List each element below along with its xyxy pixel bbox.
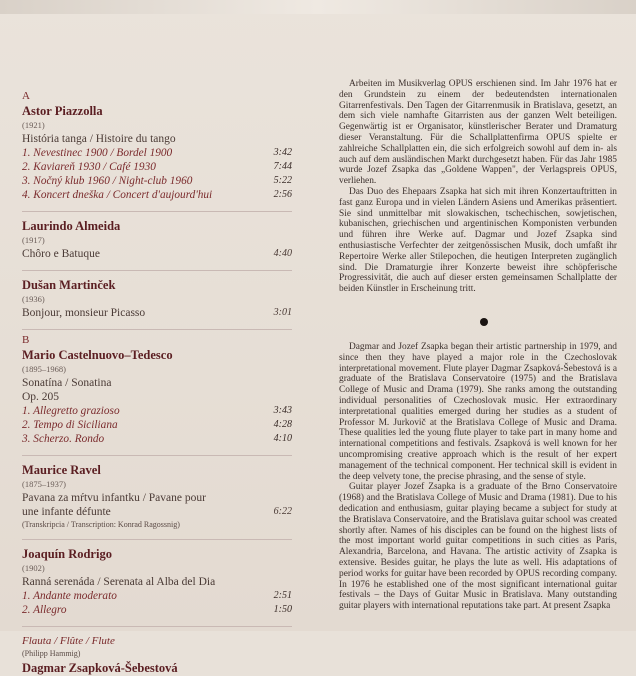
work-martincek: Bonjour, monsieur Picasso <box>22 307 146 319</box>
work-castelnuovo: Sonatína / Sonatina <box>22 377 112 389</box>
liner-notes-german <box>339 79 617 295</box>
movement-title: 4. Koncert dneška / Concert d'aujourd'hui <box>22 189 213 201</box>
movement-title: 1. Andante moderato <box>22 590 117 602</box>
composer-martincek: Dušan Martinček <box>22 278 116 292</box>
bullet-dot <box>480 318 488 326</box>
credit-note: (Philipp Hammig) <box>22 649 81 658</box>
years-martincek: (1936) <box>22 294 45 304</box>
years-piazzolla: (1921) <box>22 120 45 130</box>
paragraph: Das Duo des Ehepaars Zsapka hat sich mit ihren Konzertauftritten in fast ganz Europa und in vielen Ländern Asiens und Amerikas präsentiert. Sie sind unmittelbar mit slowakischen, tschechischen, sowjetischen, kubanischen, griechischen und argentinischen Komponisten verbunden und führen ihre Werke auf. Dagmar und Jozef Zsapka sind enthusiastische Verfechter der zeitgenössischen Musik, doch umfaßt ihr Repertoire Werke aller Stilepochen, die heutigen Interpreten zugänglich sind. Die Dramaturgie ihrer Konzerte beweist ihre schöpferische Progressivität, die auch auf dieser ersten gemeinsamen Schallplatte der beiden Künstler in Erscheinung tritt. <box>339 186 617 295</box>
movement <box>22 589 292 603</box>
years-rodrigo: (1902) <box>22 563 45 573</box>
movement-duration: 5:22 <box>273 175 292 186</box>
credit-instrument: Flauta / Flûte / Flute <box>22 635 115 647</box>
movement-title: 1. Nevestinec 1900 / Bordel 1900 <box>22 147 173 159</box>
composer-almeida: Laurindo Almeida <box>22 219 121 233</box>
divider <box>22 626 292 627</box>
movement-title: 1. Allegretto grazioso <box>22 405 120 417</box>
work-almeida: Chôro e Batuque <box>22 248 100 260</box>
divider <box>22 539 292 540</box>
movement <box>22 174 292 188</box>
paragraph: Arbeiten im Musikverlag OPUS erschienen sind. Im Jahr 1976 hat er den Grundstein zu einem der bedeutendsten internationalen Gitarrenfestivals. Den Tagen der Gitarrenmusik in Bratislava, gesetzt, an dem sich viele namhafte Gitarristen aus der ganzen Welt beteiligen. Gegenwärtig ist er Organisator, künstlerischer Berater und Dramaturg dieser Veranstaltung. Für die Schallplattenfirma OPUS spielte er zahlreiche Schallplatten ein, die sich erfolgreich sowohl auf dem in- als auch auf dem ausländischen Markt durchgesetzt haben. Für das Jahr 1985 wurde Jozef Zsapka das „Goldene Wappen", der Verlagspreis OPUS, verliehen. <box>339 79 617 187</box>
movement <box>22 188 292 202</box>
credit-performer: Dagmar Zsapková-Šebestová <box>22 661 178 675</box>
movement-duration: 1:50 <box>273 604 292 615</box>
work-ravel-line1: Pavana za mŕtvu infantku / Pavane pour <box>22 492 206 504</box>
composer-piazzolla: Astor Piazzolla <box>22 104 103 118</box>
movement-duration: 2:56 <box>273 189 292 200</box>
transcription-note: (Transkripcia / Transcription: Konrad Ragossnig) <box>22 520 180 529</box>
liner-notes-english <box>339 342 617 612</box>
divider <box>22 455 292 456</box>
movement-duration: 2:51 <box>273 590 292 601</box>
movement-title: 3. Scherzo. Rondo <box>22 433 105 445</box>
years-castelnuovo: (1895–1968) <box>22 364 66 374</box>
divider <box>22 329 292 330</box>
years-almeida: (1917) <box>22 235 45 245</box>
divider <box>22 270 292 271</box>
movement-duration: 7:44 <box>273 161 292 172</box>
work-duration: 6:22 <box>273 506 292 517</box>
work-row <box>22 247 292 261</box>
movement-duration: 3:43 <box>273 405 292 416</box>
movement <box>22 160 292 174</box>
paragraph: Guitar player Jozef Zsapka is a graduate of the Brno Conservatoire (1968) and the Bratislava College of Music and Drama (1981). Due to his dedication and enthusiasm, guitar playing became a subject for study at the Bratislava Conservatoire, and the Bratislava guitar school was created shortly after. Names of his disciples can be found on the highest lists of the most important world guitar competitions in such cities as Paris, Alexandria, Barcelona, and Havana. The artistic activity of Zsapka is extensive. Besides guitar, he plays the lute as well. His adaptations of period works for guitar have been recorded by OPUS recording company. In 1976 he established one of the most significant international guitar festivals – the Days of Guitar Music in Bratislava. Many outstanding guitar players with international reputations take part. At present Zsapka <box>339 482 617 612</box>
top-edge <box>0 0 636 14</box>
composer-rodrigo: Joaquín Rodrigo <box>22 547 112 561</box>
work-ravel-line2: une infante défunte <box>22 506 111 518</box>
movement <box>22 404 292 418</box>
tracklist <box>22 90 292 676</box>
movement <box>22 432 292 446</box>
work-row <box>22 306 292 320</box>
movement <box>22 146 292 160</box>
side-b-label: B <box>22 334 30 346</box>
side-a-label: A <box>22 90 30 102</box>
work-duration: 4:40 <box>273 248 292 259</box>
composer-ravel: Maurice Ravel <box>22 463 101 477</box>
movement-duration: 3:42 <box>273 147 292 158</box>
movement-title: 2. Allegro <box>22 604 67 616</box>
years-ravel: (1875–1937) <box>22 479 66 489</box>
movement-title: 2. Kaviareň 1930 / Café 1930 <box>22 161 156 173</box>
work-piazzolla: História tanga / Histoire du tango <box>22 133 176 145</box>
paragraph: Dagmar and Jozef Zsapka began their artistic partnership in 1979, and since then they have played a major role in the Czechoslovak interpretational movement. Flute player Dagmar Zsapková-Šebestová is a graduate of the Bratislava Conservatoire (1975) and the Bratislava College of Music and Drama (1979). She ranks among the outstanding individual personalities of Czechoslovak music. Her extraordinary interpretational qualities emerged during her studies as a student of Professor M. Jurkovič at the Bratislava College of Music and Drama. These qualities led the young flute player to take part in many home and international competitions and festivals. Zsapková is well known for her uncompromising creative approach which is the result of her expert management of the technical component. Her technical skill is evident in the deep velvety tone, the precise phrasing, and the sense of style. <box>339 342 617 482</box>
movement <box>22 418 292 432</box>
movement-duration: 4:10 <box>273 433 292 444</box>
movement-duration: 4:28 <box>273 419 292 430</box>
work-rodrigo: Ranná serenáda / Serenata al Alba del Dia <box>22 576 216 588</box>
movement-title: 3. Nočný klub 1960 / Night-club 1960 <box>22 175 193 187</box>
opus-castelnuovo: Op. 205 <box>22 391 60 403</box>
divider <box>22 211 292 212</box>
movement-title: 2. Tempo di Siciliana <box>22 419 118 431</box>
work-duration: 3:01 <box>273 307 292 318</box>
movement <box>22 603 292 617</box>
composer-castelnuovo: Mario Castelnuovo–Tedesco <box>22 348 173 362</box>
work-row <box>22 505 292 519</box>
